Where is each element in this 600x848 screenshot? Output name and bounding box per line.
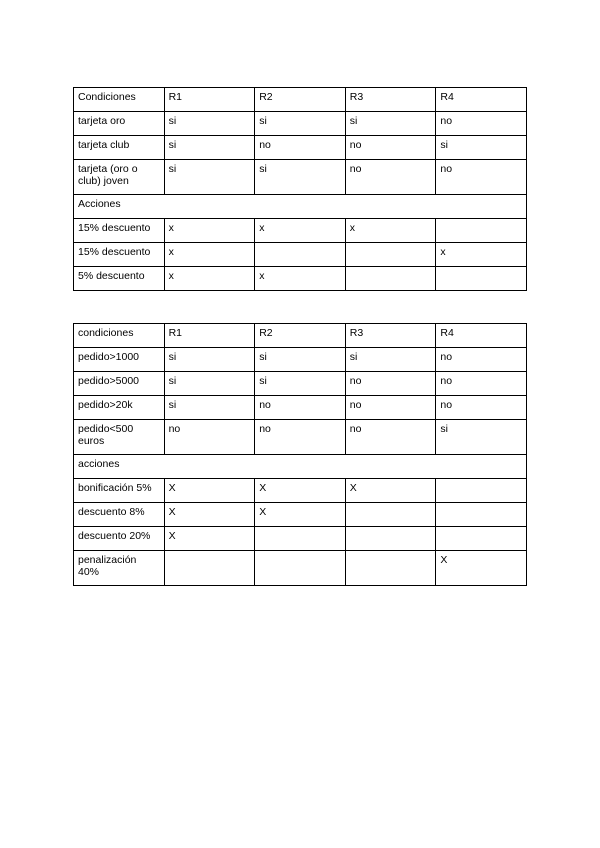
actions-section-label: Acciones xyxy=(74,195,527,219)
table-cell: no xyxy=(255,396,346,420)
table-cell xyxy=(164,551,255,586)
action-row xyxy=(74,219,527,243)
action-label: descuento 8% xyxy=(74,503,165,527)
condition-row xyxy=(74,136,527,160)
table-cell: no xyxy=(436,160,527,195)
table-cell xyxy=(436,503,527,527)
header-cell-r2: R2 xyxy=(255,88,346,112)
condition-row xyxy=(74,348,527,372)
action-row xyxy=(74,527,527,551)
action-label: 15% descuento xyxy=(74,219,165,243)
table-cell: no xyxy=(255,136,346,160)
condition-row xyxy=(74,160,527,195)
table-cell: no xyxy=(345,420,436,455)
condition-row xyxy=(74,372,527,396)
table-cell: si xyxy=(345,112,436,136)
action-row xyxy=(74,243,527,267)
table-cell xyxy=(345,551,436,586)
table-cell: no xyxy=(436,396,527,420)
header-cell-r4: R4 xyxy=(436,88,527,112)
decision-table-orders xyxy=(73,323,527,586)
table-cell xyxy=(255,243,346,267)
table-cell: si xyxy=(436,136,527,160)
table-cell xyxy=(436,479,527,503)
table-cell: no xyxy=(436,372,527,396)
actions-section-label: acciones xyxy=(74,455,527,479)
table-cell: si xyxy=(255,348,346,372)
action-row xyxy=(74,479,527,503)
table-cell: X xyxy=(436,551,527,586)
header-cell-r1: R1 xyxy=(164,324,255,348)
table-cell: no xyxy=(164,420,255,455)
table-cell xyxy=(436,527,527,551)
table-cell: si xyxy=(255,112,346,136)
table-cell: X xyxy=(164,479,255,503)
actions-section-row xyxy=(74,455,527,479)
table-cell: x xyxy=(255,267,346,291)
table-cell: X xyxy=(164,527,255,551)
table-cell: X xyxy=(164,503,255,527)
action-label: 5% descuento xyxy=(74,267,165,291)
table-cell xyxy=(255,527,346,551)
table-cell: x xyxy=(164,243,255,267)
table-cell: x xyxy=(345,219,436,243)
condition-label: tarjeta club xyxy=(74,136,165,160)
table-cell: no xyxy=(436,112,527,136)
actions-section-row xyxy=(74,195,527,219)
table-cell xyxy=(345,267,436,291)
table-cell: si xyxy=(255,372,346,396)
table-cell xyxy=(345,243,436,267)
table-cell: X xyxy=(255,503,346,527)
table-cell: si xyxy=(436,420,527,455)
table-cell: si xyxy=(164,136,255,160)
table-cell: x xyxy=(436,243,527,267)
condition-label: pedido>5000 xyxy=(74,372,165,396)
table-cell xyxy=(345,503,436,527)
table-cell: x xyxy=(164,219,255,243)
table-header-row xyxy=(74,324,527,348)
condition-label: pedido>20k xyxy=(74,396,165,420)
table-cell: no xyxy=(345,160,436,195)
table-cell: no xyxy=(345,372,436,396)
condition-label: pedido>1000 xyxy=(74,348,165,372)
header-cell-r4: R4 xyxy=(436,324,527,348)
table-cell: si xyxy=(164,396,255,420)
action-label: 15% descuento xyxy=(74,243,165,267)
table-cell xyxy=(436,267,527,291)
table-cell: X xyxy=(345,479,436,503)
table-cell: si xyxy=(164,372,255,396)
action-label: descuento 20% xyxy=(74,527,165,551)
action-label: penalización 40% xyxy=(74,551,165,586)
header-cell-r3: R3 xyxy=(345,88,436,112)
table-cell: x xyxy=(164,267,255,291)
action-row xyxy=(74,551,527,586)
condition-label: tarjeta (oro o club) joven xyxy=(74,160,165,195)
table-cell: si xyxy=(164,348,255,372)
header-cell-r2: R2 xyxy=(255,324,346,348)
table-cell: no xyxy=(436,348,527,372)
header-cell-r3: R3 xyxy=(345,324,436,348)
table-cell: si xyxy=(255,160,346,195)
action-label: bonificación 5% xyxy=(74,479,165,503)
action-row xyxy=(74,503,527,527)
table-cell xyxy=(255,551,346,586)
table-cell: no xyxy=(345,396,436,420)
table-header-row xyxy=(74,88,527,112)
action-row xyxy=(74,267,527,291)
table-cell: no xyxy=(345,136,436,160)
header-cell-r1: R1 xyxy=(164,88,255,112)
table-cell: si xyxy=(345,348,436,372)
table-cell: si xyxy=(164,160,255,195)
condition-row xyxy=(74,420,527,455)
table-cell: X xyxy=(255,479,346,503)
condition-label: tarjeta oro xyxy=(74,112,165,136)
condition-row xyxy=(74,112,527,136)
table-cell: no xyxy=(255,420,346,455)
decision-table-cards xyxy=(73,87,527,291)
condition-row xyxy=(74,396,527,420)
table-cell: x xyxy=(255,219,346,243)
header-cell-label: Condiciones xyxy=(74,88,165,112)
header-cell-label: condiciones xyxy=(74,324,165,348)
table-cell xyxy=(345,527,436,551)
table-cell: si xyxy=(164,112,255,136)
condition-label: pedido<500 euros xyxy=(74,420,165,455)
table-cell xyxy=(436,219,527,243)
